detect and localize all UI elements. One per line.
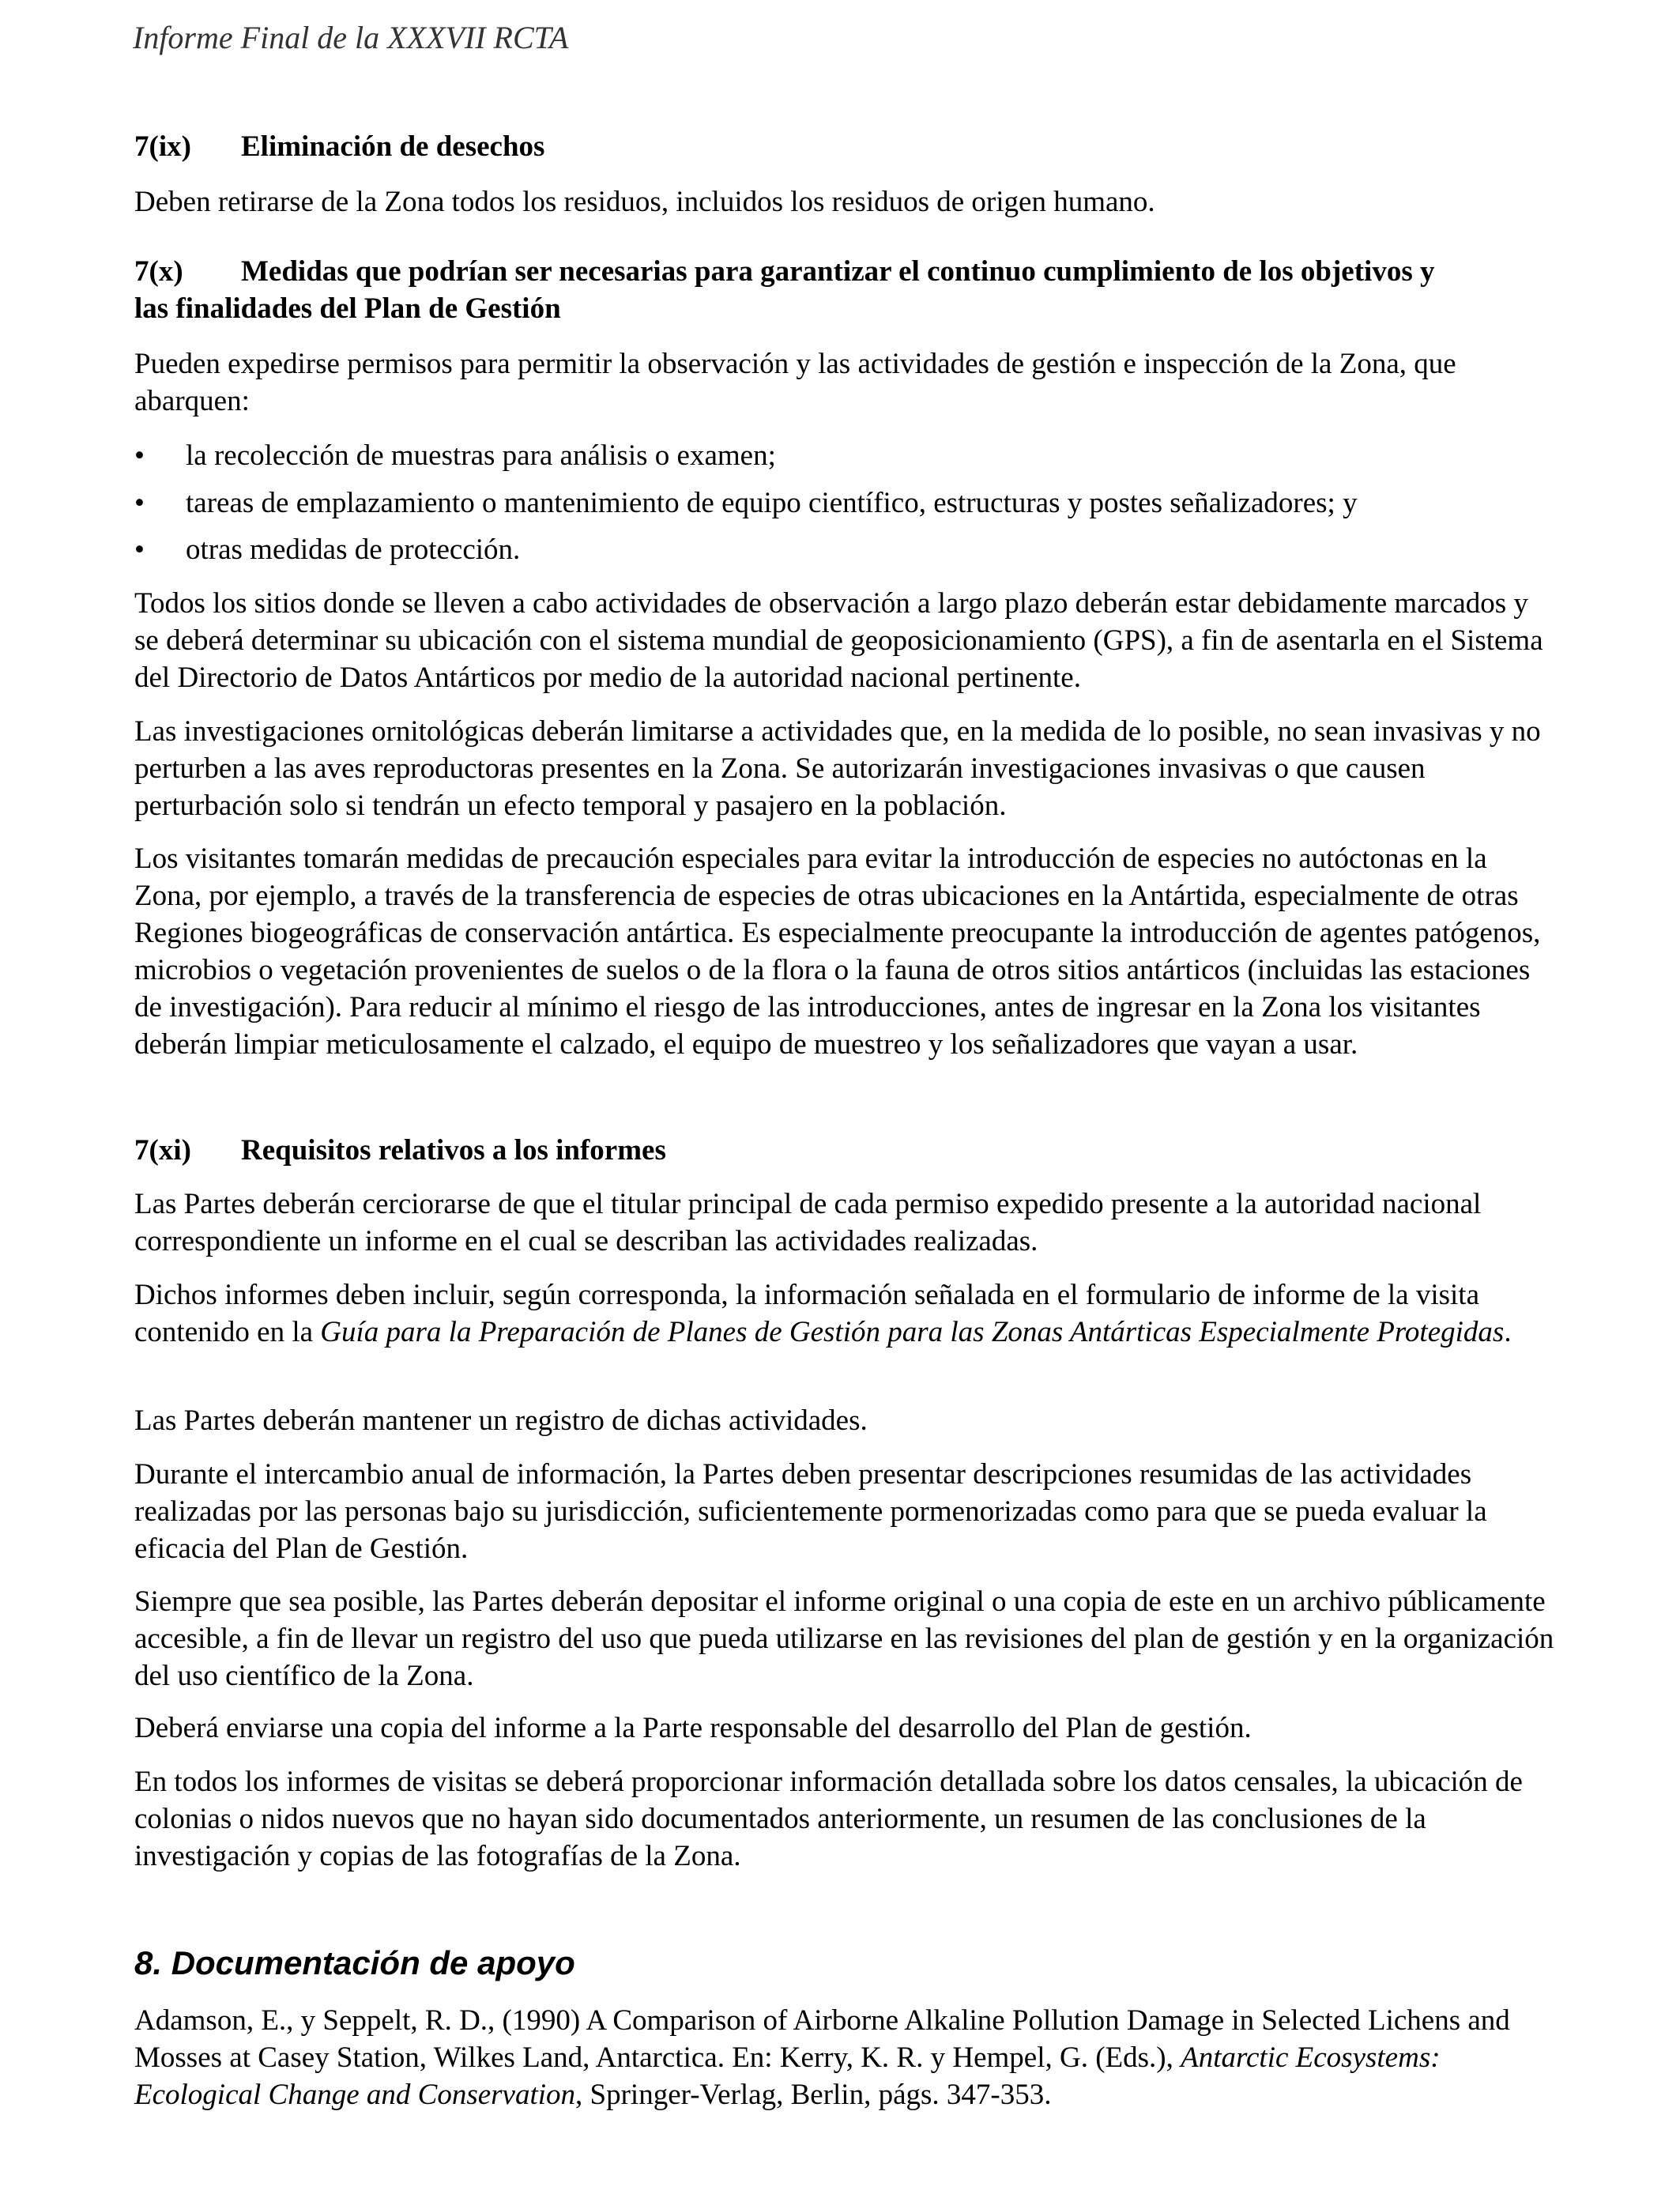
list-item-text: otras medidas de protección. bbox=[186, 533, 521, 566]
paragraph: En todos los informes de visitas se deberá proporcionar información detallada sobre los datos censales, la ubicación de colonias o nidos nuevos que no hayan sido documentados anteriormente, un resumen de las conclusiones de la investigación y copias de las fotografías de la Zona. bbox=[134, 1766, 1523, 1872]
paragraph-text: . bbox=[1504, 1316, 1512, 1348]
paragraph: Las Partes deberán mantener un registro de dichas actividades. bbox=[134, 1404, 868, 1437]
paragraph: Los visitantes tomarán medidas de precaución especiales para evitar la introducción de especies no autóctonas en la Zona, por ejemplo, a través de la transferencia de especies de otras ubicaciones en la Antártida, especialmente de otras Regiones biogeográficas de conservación antártica. Es especialmente preocupante la introducción de agentes patógenos, microbios o vegetación provenientes de suelos o de la flora o la fauna de otros sitios antárticos (incluidas las estaciones de investigación). Para reducir al mínimo el riesgo de las introducciones, antes de ingresar en la Zona los visitantes deberán limpiar meticulosamente el calzado, el equipo de muestreo y los señalizadores que vayan a usar. bbox=[134, 843, 1541, 1061]
section-title-line1: Medidas que podrían ser necesarias para garantizar el continuo cumplimiento de los objetivos y bbox=[241, 255, 1435, 288]
list-item-text: tareas de emplazamiento o mantenimiento de equipo científico, estructuras y postes señalizadores; y bbox=[186, 487, 1358, 519]
running-header: Informe Final de la XXXVII RCTA bbox=[133, 20, 569, 55]
section-title: Eliminación de desechos bbox=[241, 130, 545, 163]
section-number: 7(x) bbox=[134, 255, 183, 288]
paragraph: Las Partes deberán cerciorarse de que el titular principal de cada permiso expedido presente a la autoridad nacional correspondiente un informe en el cual se describan las actividades realizadas. bbox=[134, 1188, 1482, 1257]
list-item-text: la recolección de muestras para análisis o examen; bbox=[186, 439, 776, 472]
reference-entry bbox=[134, 2002, 1557, 2113]
section-title-line2: las finalidades del Plan de Gestión bbox=[134, 292, 561, 325]
paragraph bbox=[134, 1276, 1557, 1351]
section-number: 7(xi) bbox=[134, 1134, 191, 1167]
paragraph: Pueden expedirse permisos para permitir la observación y las actividades de gestión e inspección de la Zona, que abarquen: bbox=[134, 348, 1456, 417]
reference-book-title: Antarctic Ecosystems: Ecological Change and Conservation bbox=[134, 2041, 1441, 2111]
section-heading-7x bbox=[134, 253, 1557, 327]
bullet-icon: • bbox=[134, 533, 145, 566]
paragraph: Deben retirarse de la Zona todos los residuos, incluidos los residuos de origen humano. bbox=[134, 186, 1155, 218]
paragraph: Siempre que sea posible, las Partes deberán depositar el informe original o una copia de este en un archivo públicamente accesible, a fin de llevar un registro del uso que pueda utilizarse en las revisiones del plan de gestión y en la organización del uso científico de la Zona. bbox=[134, 1585, 1554, 1692]
reference-text: , Springer-Verlag, Berlin, págs. 347-353. bbox=[575, 2079, 1052, 2111]
section-heading-8: 8. Documentación de apoyo bbox=[134, 1944, 575, 1981]
paragraph: Deberá enviarse una copia del informe a la Parte responsable del desarrollo del Plan de gestión. bbox=[134, 1712, 1252, 1744]
section-heading-7xi bbox=[134, 1132, 1557, 1169]
section-title: Requisitos relativos a los informes bbox=[241, 1134, 666, 1167]
section-number: 7(ix) bbox=[134, 130, 191, 163]
bullet-icon: • bbox=[134, 487, 145, 519]
paragraph: Las investigaciones ornitológicas deberán limitarse a actividades que, en la medida de lo posible, no sean invasivas y no perturben a las aves reproductoras presentes en la Zona. Se autorizarán investigaciones invasivas o que causen perturbación solo si tendrán un efecto temporal y pasajero en la población. bbox=[134, 715, 1541, 822]
paragraph-text: Dichos informes deben incluir, según corresponda, la información señalada en el formulario de informe de la visita contenido en la bbox=[134, 1279, 1479, 1348]
paragraph: Durante el intercambio anual de información, la Partes deben presentar descripciones resumidas de las actividades realizadas por las personas bajo su jurisdicción, suficientemente pormenorizadas como para que se pueda evaluar la eficacia del Plan de Gestión. bbox=[134, 1458, 1487, 1565]
section-heading-7ix bbox=[134, 128, 1557, 165]
paragraph: Todos los sitios donde se lleven a cabo actividades de observación a largo plazo deberán estar debidamente marcados y se deberá determinar su ubicación con el sistema mundial de geoposicionamiento (GPS), a fin de asentarla en el Sistema del Directorio de Datos Antárticos por medio de la autoridad nacional pertinente. bbox=[134, 587, 1543, 694]
bullet-icon: • bbox=[134, 439, 145, 472]
reference-text: Adamson, E., y Seppelt, R. D., (1990) A Comparison of Airborne Alkaline Pollution Damage in Selected Lichens and Mosses at Casey Station, Wilkes Land, Antarctica. En: Kerry, K. R. y Hempel, G. (Eds.), bbox=[134, 2004, 1510, 2074]
guide-title: Guía para la Preparación de Planes de Gestión para las Zonas Antárticas Especialmente Protegidas bbox=[320, 1316, 1505, 1348]
